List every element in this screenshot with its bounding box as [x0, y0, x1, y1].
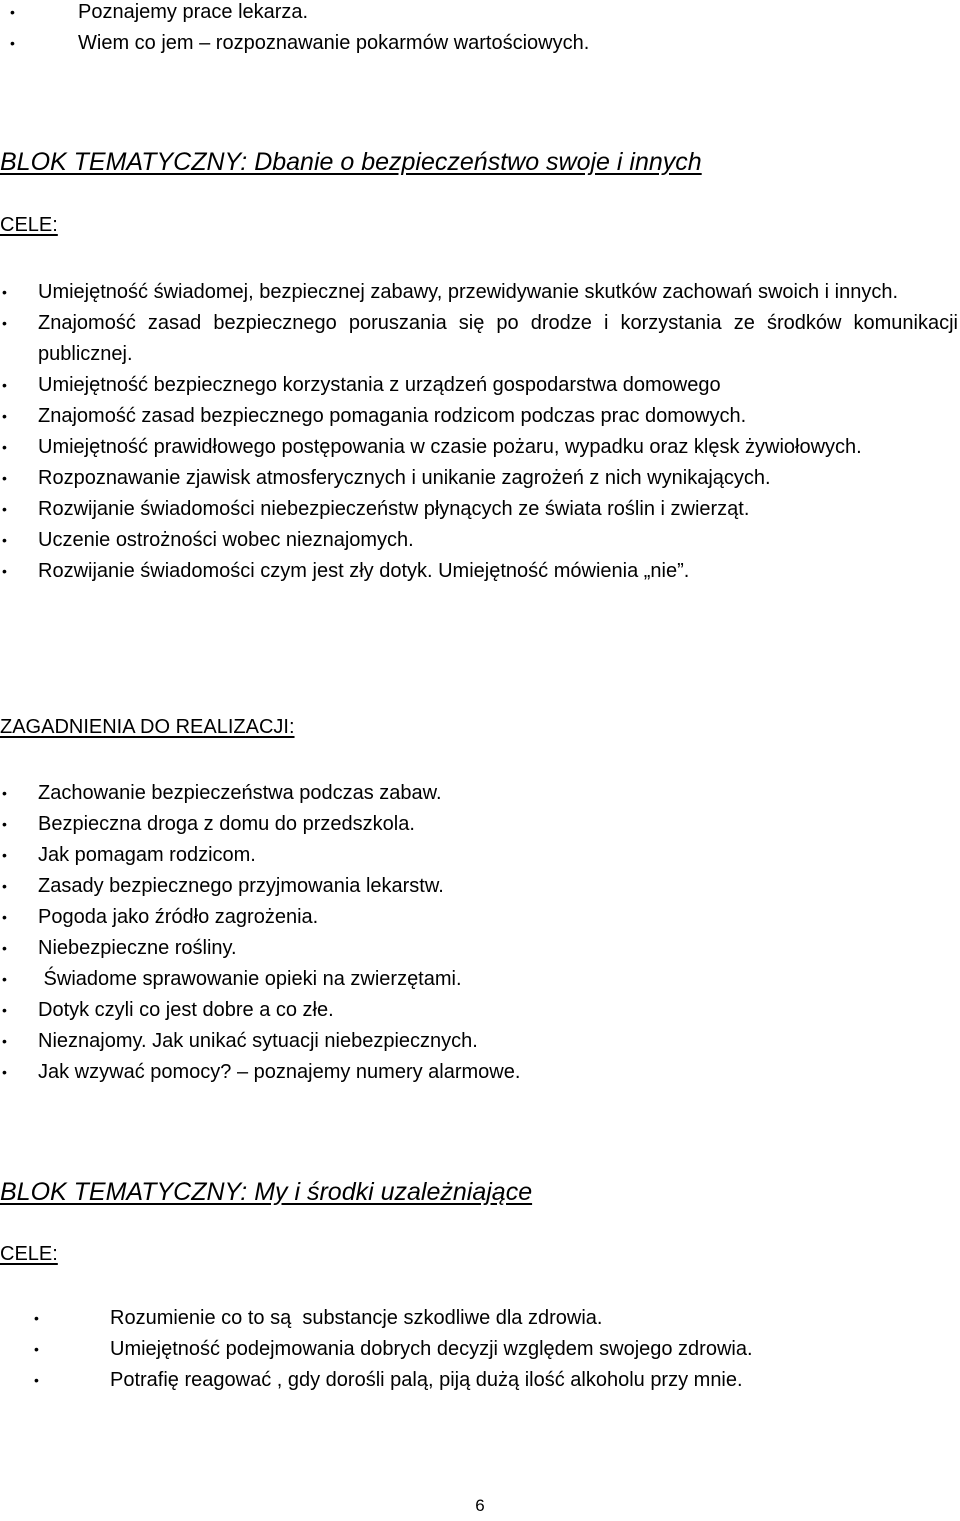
list-item-text: Pogoda jako źródło zagrożenia. — [38, 906, 319, 928]
bullet-icon: • — [34, 1310, 39, 1326]
list-item — [2, 809, 942, 840]
bullet-icon: • — [2, 940, 7, 956]
list-item-text: Jak pomagam rodzicom. — [38, 844, 256, 866]
list-item-text: Rozpoznawanie zjawisk atmosferycznych i unikanie zagrożeń z nich wynikających. — [38, 467, 771, 489]
list-item-text: Zasady bezpiecznego przyjmowania lekarstw. — [38, 875, 444, 897]
list-item — [2, 463, 958, 494]
bullet-icon: • — [2, 470, 7, 486]
topics-label: ZAGADNIENIA DO REALIZACJI: — [0, 716, 295, 738]
list-item — [2, 871, 942, 902]
bullet-icon: • — [2, 532, 7, 548]
list-item — [2, 494, 958, 525]
bullet-icon: • — [2, 284, 7, 300]
list-item — [34, 1365, 934, 1396]
list-item-text: Wiem co jem – rozpoznawanie pokarmów wartościowych. — [78, 32, 590, 54]
list-item-text: Potrafię reagować , gdy dorośli palą, piją dużą ilość alkoholu przy mnie. — [110, 1369, 743, 1391]
list-item — [10, 0, 950, 28]
block-heading: BLOK TEMATYCZNY: My i środki uzależniające — [0, 1178, 533, 1206]
goals-label: CELE: — [0, 1243, 58, 1265]
list-item-text: Świadome sprawowanie opieki na zwierzętami. — [38, 968, 462, 990]
bullet-icon: • — [2, 816, 7, 832]
list-item-text: Umiejętność bezpiecznego korzystania z urządzeń gospodarstwa domowego — [38, 374, 721, 396]
list-item — [2, 277, 958, 308]
bullet-icon: • — [2, 909, 7, 925]
bullet-icon: • — [10, 4, 15, 20]
bullet-icon: • — [10, 35, 15, 51]
bullet-icon: • — [2, 315, 7, 331]
list-item-text: Nieznajomy. Jak unikać sytuacji niebezpiecznych. — [38, 1030, 478, 1052]
goals-label: CELE: — [0, 214, 58, 236]
list-item-text: Rozumienie co to są substancje szkodliwe dla zdrowia. — [110, 1307, 603, 1329]
list-item — [2, 778, 942, 809]
bullet-icon: • — [2, 1033, 7, 1049]
goals-list — [34, 1303, 934, 1396]
list-item — [2, 401, 958, 432]
page-number: 6 — [475, 1496, 485, 1515]
list-item — [2, 556, 958, 587]
list-item — [2, 964, 942, 995]
intro-list — [10, 0, 950, 59]
list-item — [2, 370, 958, 401]
bullet-icon: • — [2, 785, 7, 801]
list-item-text: Umiejętność prawidłowego postępowania w czasie pożaru, wypadku oraz klęsk żywiołowych. — [38, 436, 862, 458]
list-item-text: Umiejętność podejmowania dobrych decyzji względem swojego zdrowia. — [110, 1338, 753, 1360]
bullet-icon: • — [2, 971, 7, 987]
list-item-text: Jak wzywać pomocy? – poznajemy numery alarmowe. — [38, 1061, 521, 1083]
list-item — [2, 933, 942, 964]
list-item — [2, 525, 958, 556]
list-item-text: Bezpieczna droga z domu do przedszkola. — [38, 813, 415, 835]
bullet-icon: • — [2, 501, 7, 517]
list-item — [2, 840, 942, 871]
block-heading: BLOK TEMATYCZNY: Dbanie o bezpieczeństwo swoje i innych — [0, 148, 702, 176]
list-item-text: Poznajemy prace lekarza. — [78, 1, 309, 23]
list-item — [10, 28, 950, 59]
list-item — [2, 432, 958, 463]
list-item — [2, 995, 942, 1026]
list-item — [34, 1303, 934, 1334]
bullet-icon: • — [2, 847, 7, 863]
list-item — [2, 902, 942, 933]
bullet-icon: • — [34, 1341, 39, 1357]
bullet-icon: • — [2, 1002, 7, 1018]
list-item-text: Uczenie ostrożności wobec nieznajomych. — [38, 529, 414, 551]
bullet-icon: • — [34, 1372, 39, 1388]
bullet-icon: • — [2, 377, 7, 393]
list-item-text: Umiejętność świadomej, bezpiecznej zabawy, przewidywanie skutków zachowań swoich i innych. — [38, 281, 899, 303]
list-item-text: Znajomość zasad bezpiecznego pomagania rodzicom podczas prac domowych. — [38, 405, 747, 427]
bullet-icon: • — [2, 439, 7, 455]
bullet-icon: • — [2, 878, 7, 894]
list-item-text: Rozwijanie świadomości niebezpieczeństw płynących ze świata roślin i zwierząt. — [38, 498, 750, 520]
bullet-icon: • — [2, 563, 7, 579]
list-item — [2, 1026, 942, 1057]
list-item — [2, 308, 958, 370]
list-item — [34, 1334, 934, 1365]
bullet-icon: • — [2, 1064, 7, 1080]
list-item-text: Dotyk czyli co jest dobre a co złe. — [38, 999, 334, 1021]
topics-list — [2, 778, 942, 1088]
list-item-text: Niebezpieczne rośliny. — [38, 937, 237, 959]
bullet-icon: • — [2, 408, 7, 424]
list-item-text: Rozwijanie świadomości czym jest zły dotyk. Umiejętność mówienia „nie”. — [38, 560, 690, 582]
list-item — [2, 1057, 942, 1088]
list-item-text: Zachowanie bezpieczeństwa podczas zabaw. — [38, 782, 442, 804]
list-item-text: Znajomość zasad bezpiecznego poruszania się po drodze i korzystania ze środków komunikacji publicznej. — [38, 312, 958, 365]
goals-list — [2, 277, 958, 587]
